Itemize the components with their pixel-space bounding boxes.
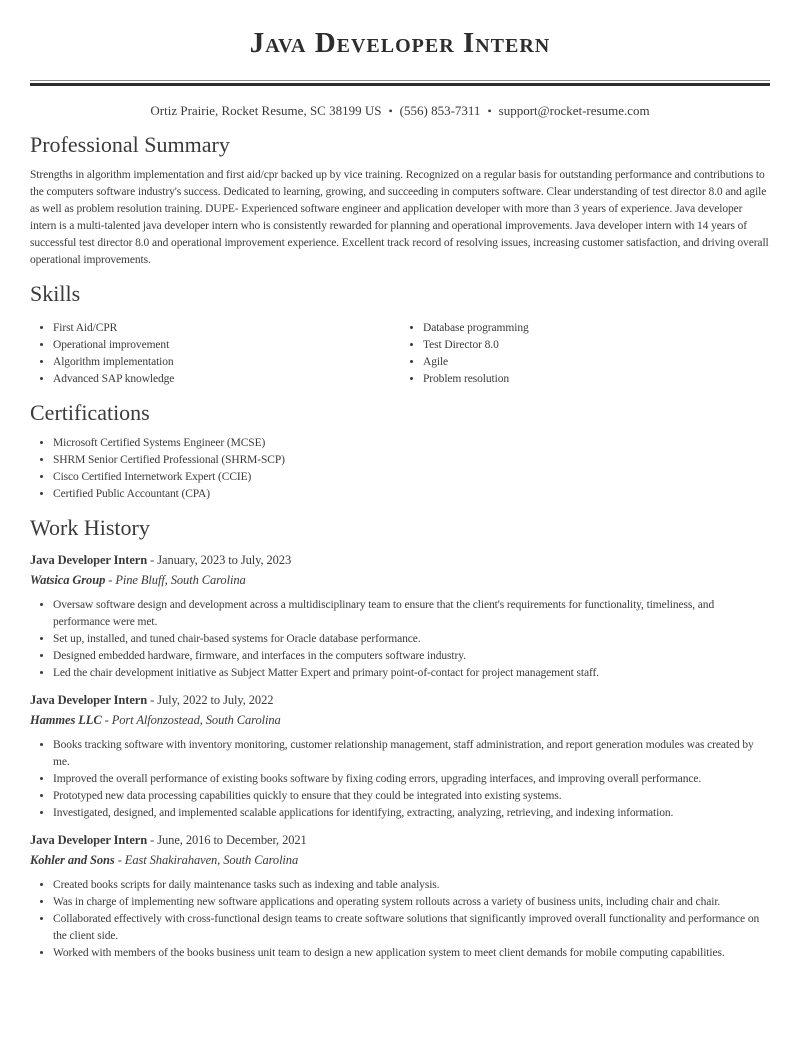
skill-item: • First Aid/CPR bbox=[53, 320, 400, 337]
skill-item: • Database programming bbox=[423, 320, 770, 337]
job-separator: - bbox=[150, 553, 155, 567]
job-bullet: • Designed embedded hardware, firmware, and interfaces in the computers software industry. bbox=[53, 648, 770, 665]
contact-email: support@rocket-resume.com bbox=[498, 103, 650, 118]
job-bullet: • Prototyped new data processing capabilities quickly to ensure that they could be integrated into existing systems. bbox=[53, 788, 770, 805]
section-heading-skills: Skills bbox=[30, 281, 81, 306]
job-company-line bbox=[30, 852, 770, 869]
job-bullet: • Collaborated effectively with cross-functional design teams to create software solutions that significantly improved overall functionality and performance on the client side. bbox=[53, 911, 770, 945]
skills-column-left bbox=[30, 320, 400, 388]
skill-item: • Agile bbox=[423, 354, 770, 371]
contact-separator: • bbox=[487, 104, 492, 118]
job-dates: June, 2016 to December, 2021 bbox=[157, 833, 307, 847]
certification-item: • SHRM Senior Certified Professional (SHRM-SCP) bbox=[53, 452, 770, 469]
summary-text: Strengths in algorithm implementation and first aid/cpr backed up by vice training. Recognized on a regular basis for outstanding performance and contributions to the computers software industry's success. Dedicated to learning, growing, and succeeding in computers software. Clear understanding of test director 8.0 and agile as well as problem resolution training. DUPE- Experienced software engineer and application developer with more than 3 years of experience. Java developer intern is a multi-talented java developer intern who is consistently rewarded for planning and operational improvements. Java developer intern with 14 years of successful test director 8.0 and operational improvement experience. Excellent track record of resolving issues, increasing customer satisfaction, and driving overall operational improvements. bbox=[30, 169, 769, 266]
job-company: Watsica Group bbox=[30, 573, 106, 587]
skill-item: • Algorithm implementation bbox=[53, 354, 400, 371]
section-heading-certifications: Certifications bbox=[30, 400, 150, 425]
skill-item: • Test Director 8.0 bbox=[423, 337, 770, 354]
section-heading-summary: Professional Summary bbox=[30, 132, 230, 157]
job-dates: January, 2023 to July, 2023 bbox=[157, 553, 292, 567]
skills-column-right bbox=[400, 320, 770, 388]
job-bullet: • Set up, installed, and tuned chair-based systems for Oracle database performance. bbox=[53, 631, 770, 648]
skill-item: • Operational improvement bbox=[53, 337, 400, 354]
skills-columns bbox=[30, 316, 770, 388]
job-separator: - bbox=[150, 693, 155, 707]
job-separator: - bbox=[108, 573, 113, 587]
job-bullet: • Investigated, designed, and implemented scalable applications for identifying, extracting, analyzing, retrieving, and indexing information. bbox=[53, 805, 770, 822]
job-company: Hammes LLC bbox=[30, 713, 102, 727]
job-separator: - bbox=[104, 713, 109, 727]
job-company-line bbox=[30, 712, 770, 729]
job-title-line bbox=[30, 832, 770, 849]
job-bullet: • Oversaw software design and development across a multidisciplinary team to ensure that the client's requirements for functionality, timeliness, and performance were met. bbox=[53, 597, 770, 631]
job-bullet: • Was in charge of implementing new software applications and operating system rollouts across a variety of business units, including chair and chair. bbox=[53, 894, 770, 911]
certification-item: • Certified Public Accountant (CPA) bbox=[53, 486, 770, 503]
job-separator: - bbox=[150, 833, 155, 847]
job-location: Port Alfonzostead, South Carolina bbox=[111, 713, 281, 727]
contact-address: Ortiz Prairie, Rocket Resume, SC 38199 US bbox=[150, 103, 382, 118]
job-bullet: • Books tracking software with inventory monitoring, customer relationship management, staff administration, and report generation modules was created by me. bbox=[53, 737, 770, 771]
section-heading-work-history: Work History bbox=[30, 515, 150, 540]
job-bullet: • Improved the overall performance of existing books software by fixing coding errors, upgrading interfaces, and improving overall performance. bbox=[53, 771, 770, 788]
job-bullet-list bbox=[30, 877, 770, 962]
job-bullet-list bbox=[30, 597, 770, 682]
job-title-line bbox=[30, 552, 770, 569]
contact-separator: • bbox=[388, 104, 393, 118]
job-dates: July, 2022 to July, 2022 bbox=[157, 693, 274, 707]
resume-title: Java Developer Intern bbox=[249, 27, 551, 59]
certification-item: • Cisco Certified Internetwork Expert (CCIE) bbox=[53, 469, 770, 486]
job-entry bbox=[30, 552, 770, 682]
job-entry bbox=[30, 832, 770, 962]
contact-phone: (556) 853-7311 bbox=[399, 103, 481, 118]
skill-item: • Advanced SAP knowledge bbox=[53, 371, 400, 388]
resume-page bbox=[0, 26, 800, 962]
header-divider bbox=[30, 80, 770, 86]
job-bullet: • Created books scripts for daily maintenance tasks such as indexing and table analysis. bbox=[53, 877, 770, 894]
job-title: Java Developer Intern bbox=[30, 553, 148, 567]
job-company: Kohler and Sons bbox=[30, 853, 115, 867]
job-bullet: • Worked with members of the books business unit team to design a new application system to meet client demands for mobile computing capabilities. bbox=[53, 945, 770, 962]
job-separator: - bbox=[117, 853, 122, 867]
job-company-line bbox=[30, 572, 770, 589]
skill-item: • Problem resolution bbox=[423, 371, 770, 388]
job-entry bbox=[30, 692, 770, 822]
job-location: East Shakirahaven, South Carolina bbox=[124, 853, 299, 867]
certifications-list bbox=[30, 435, 770, 503]
contact-line bbox=[30, 102, 770, 120]
job-title: Java Developer Intern bbox=[30, 693, 148, 707]
job-location: Pine Bluff, South Carolina bbox=[115, 573, 246, 587]
job-title: Java Developer Intern bbox=[30, 833, 148, 847]
job-title-line bbox=[30, 692, 770, 709]
job-bullet-list bbox=[30, 737, 770, 822]
certification-item: • Microsoft Certified Systems Engineer (MCSE) bbox=[53, 435, 770, 452]
job-bullet: • Led the chair development initiative as Subject Matter Expert and primary point-of-contact for project management staff. bbox=[53, 665, 770, 682]
